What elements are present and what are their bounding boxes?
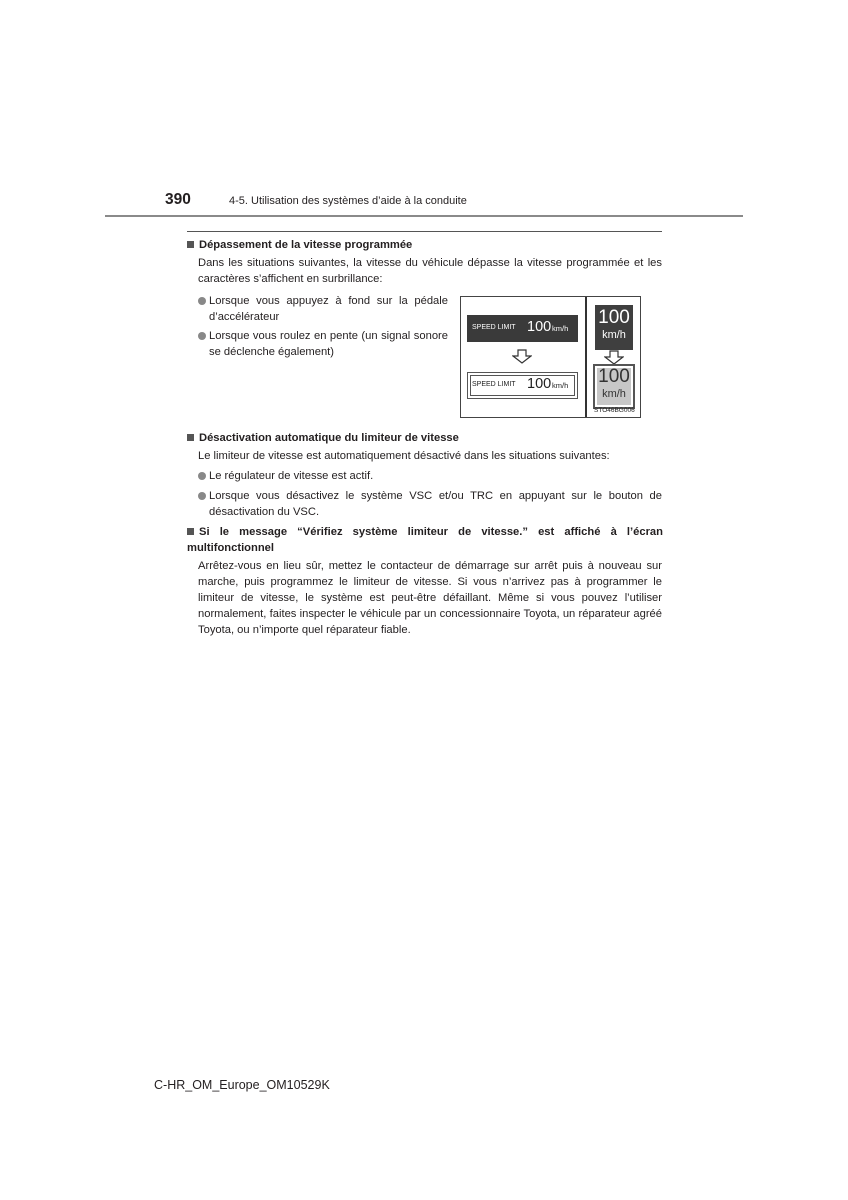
- list-item: [198, 468, 662, 484]
- sign-value: 100: [598, 307, 630, 328]
- content-rule: [187, 231, 662, 232]
- heading-text: Dépassement de la vitesse programmée: [199, 239, 413, 251]
- section-intro: Dans les situations suivantes, la vitesse du véhicule dépasse la vitesse programmée et les caractères s’affichent en surbrillance:: [198, 257, 662, 285]
- speed-limit-label: SPEED LIMIT: [472, 324, 516, 331]
- list-item-text: Lorsque vous appuyez à fond sur la pédale d’accélérateur: [209, 295, 448, 323]
- list-item: [198, 488, 662, 520]
- illustration-divider: [585, 297, 587, 417]
- list-item: [198, 328, 448, 360]
- speed-limit-display-highlighted: [467, 372, 578, 399]
- speed-limit-label: SPEED LIMIT: [472, 381, 516, 388]
- header-rule: [105, 215, 743, 217]
- sign-unit: km/h: [602, 329, 626, 341]
- sign-value: 100: [598, 366, 630, 387]
- speed-limit-display-normal: [467, 315, 578, 342]
- list-item-text: Le régulateur de vitesse est actif.: [209, 470, 374, 482]
- speed-limit-illustration: [460, 296, 641, 418]
- list-item: [198, 293, 448, 325]
- document-code: C-HR_OM_Europe_OM10529K: [154, 1078, 330, 1092]
- section-heading-speed-exceeded: [187, 237, 663, 253]
- section-intro: Le limiteur de vitesse est automatiquement désactivé dans les situations suivantes:: [198, 450, 610, 462]
- bullet-dot-icon: [198, 472, 206, 480]
- bullet-dot-icon: [198, 332, 206, 340]
- speed-limit-value: 100: [527, 376, 552, 392]
- section-heading-auto-deactivation: [187, 430, 663, 446]
- speed-limit-unit: km/h: [552, 324, 569, 333]
- section-title: 4-5. Utilisation des systèmes d’aide à la conduite: [229, 195, 467, 207]
- speed-limit-unit: km/h: [552, 381, 569, 390]
- page-number: 390: [165, 191, 191, 208]
- speed-limit-value: 100: [527, 319, 552, 335]
- square-bullet-icon: [187, 241, 194, 248]
- bullet-dot-icon: [198, 492, 206, 500]
- list-item-text: Lorsque vous désactivez le système VSC et/ou TRC en appuyant sur le bouton de désactivation du VSC.: [209, 490, 662, 518]
- list-item-text: Lorsque vous roulez en pente (un signal sonore se déclenche également): [209, 330, 448, 358]
- bullet-dot-icon: [198, 297, 206, 305]
- heading-text: Désactivation automatique du limiteur de vitesse: [199, 432, 459, 444]
- square-bullet-icon: [187, 434, 194, 441]
- speed-sign-normal: [595, 305, 633, 350]
- heading-text: Si le message “Vérifiez système limiteur de vitesse.” est affiché à l’écran multifonctionnel: [187, 526, 663, 554]
- section-body: Arrêtez-vous en lieu sûr, mettez le contacteur de démarrage sur arrêt puis à nouveau sur marche, puis programmez le limiteur de vitesse. Si vous n’arrivez pas à programmer le limiteur de vitesse, le système est peut-être défaillant. Même si vous pouvez l’utiliser normalement, faites inspecter le véhicule par un concessionnaire Toyota, un réparateur agréé Toyota, ou n’importe quel réparateur fiable.: [198, 560, 662, 636]
- speed-sign-highlighted: [593, 364, 635, 409]
- square-bullet-icon: [187, 528, 194, 535]
- section-heading-check-message: [187, 524, 663, 556]
- sign-unit: km/h: [602, 388, 626, 400]
- illustration-code: STO46BG006: [594, 407, 635, 414]
